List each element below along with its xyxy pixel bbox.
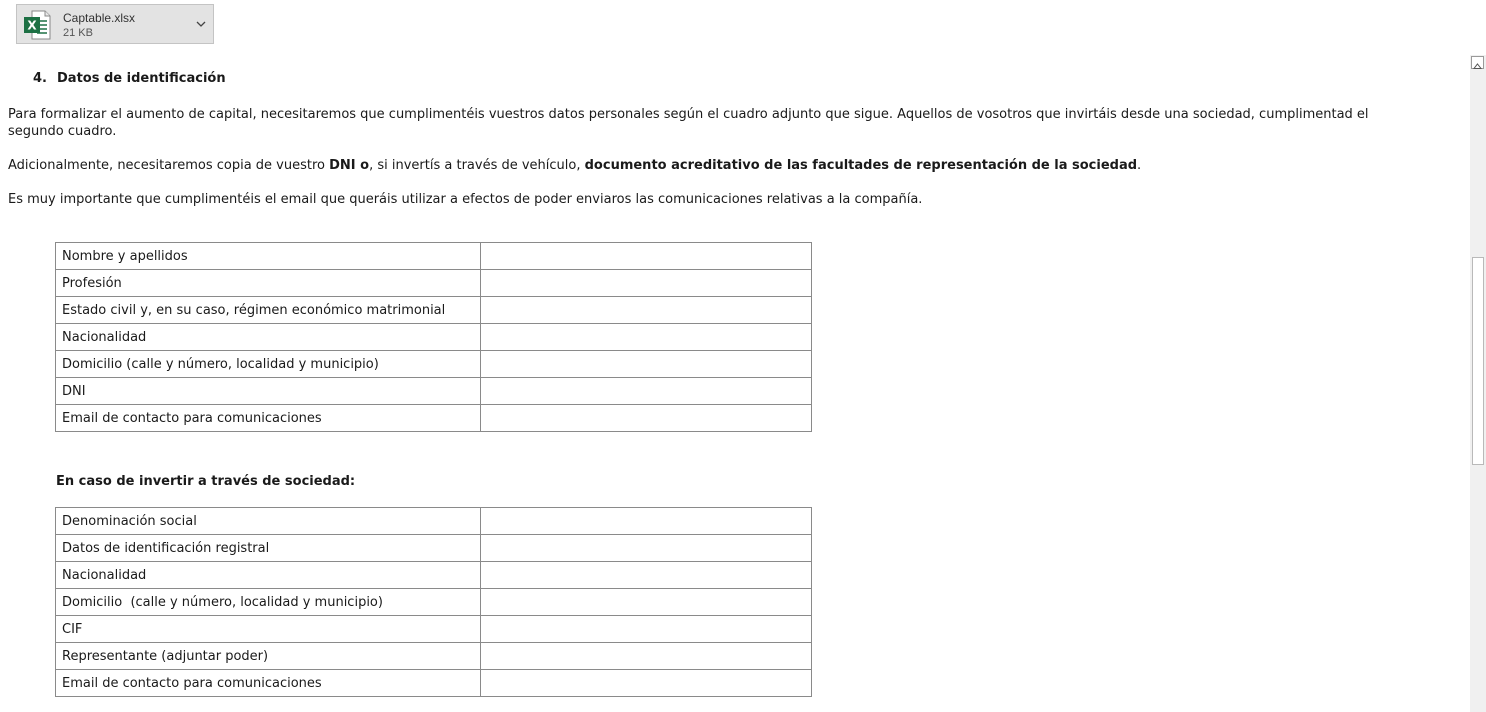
vertical-scrollbar[interactable]: [1470, 55, 1486, 712]
table-row: [56, 616, 812, 643]
section-number: 4.: [33, 71, 47, 86]
attachment-filename: Captable.xlsx: [63, 11, 136, 25]
row-label: Estado civil y, en su caso, régimen económico matrimonial: [56, 297, 481, 324]
row-value: [480, 270, 811, 297]
excel-icon-letter: X: [27, 18, 37, 33]
table-row: [56, 351, 812, 378]
scroll-thumb[interactable]: [1472, 257, 1484, 465]
row-label: Email de contacto para comunicaciones: [56, 405, 481, 432]
row-value: [480, 535, 811, 562]
row-label: DNI: [56, 378, 481, 405]
row-value: [480, 589, 811, 616]
row-label: Email de contacto para comunicaciones: [56, 670, 481, 697]
p2-bold-document: documento acreditativo de las facultades de representación de la sociedad: [584, 158, 1138, 173]
row-label: Profesión: [56, 270, 481, 297]
chevron-down-icon[interactable]: [195, 18, 207, 30]
table-row: [56, 324, 812, 351]
company-heading: En caso de invertir a través de sociedad:: [56, 474, 356, 489]
row-label: Domicilio (calle y número, localidad y municipio): [56, 589, 481, 616]
table-row: [56, 535, 812, 562]
row-label: CIF: [56, 616, 481, 643]
p2-bold-dni: DNI o: [329, 158, 370, 173]
personal-data-table: [55, 242, 812, 432]
row-label: Nacionalidad: [56, 324, 481, 351]
table-row: [56, 643, 812, 670]
excel-file-icon: [23, 10, 51, 40]
email-note-paragraph: Es muy importante que cumplimentéis el email que queráis utilizar a efectos de poder enviaros las comunicaciones relativas a la compañía.: [8, 192, 923, 207]
row-value: [480, 508, 811, 535]
row-label: Representante (adjuntar poder): [56, 643, 481, 670]
table-row: [56, 297, 812, 324]
row-value: [480, 405, 811, 432]
table-row: [56, 378, 812, 405]
table-row: [56, 243, 812, 270]
row-label: Nacionalidad: [56, 562, 481, 589]
section-title: Datos de identificación: [57, 71, 226, 86]
p2-text-c: , si invertís a través de vehículo,: [369, 158, 585, 173]
table-row: [56, 589, 812, 616]
table-row: [56, 562, 812, 589]
scroll-up-button[interactable]: [1471, 56, 1484, 69]
section-heading: [33, 71, 226, 86]
attachment-size: 21 KB: [63, 27, 93, 39]
row-label: Denominación social: [56, 508, 481, 535]
company-data-table: [55, 507, 812, 697]
row-label: Datos de identificación registral: [56, 535, 481, 562]
row-value: [480, 616, 811, 643]
row-value: [480, 562, 811, 589]
row-label: Domicilio (calle y número, localidad y municipio): [56, 351, 481, 378]
table-row: [56, 270, 812, 297]
row-value: [480, 243, 811, 270]
p2-text-a: Adicionalmente, necesitaremos copia de vuestro: [8, 158, 330, 173]
intro-paragraph: Para formalizar el aumento de capital, necesitaremos que cumplimentéis vuestros datos personales según el cuadro adjunto que sigue. Aquellos de vosotros que invirtáis desde una sociedad, cumplimentad el segundo cuadro.: [8, 107, 1369, 139]
table-row: [56, 670, 812, 697]
documents-paragraph: [8, 157, 1428, 174]
row-value: [480, 670, 811, 697]
p2-text-e: .: [1137, 158, 1142, 173]
attachment-chip[interactable]: [16, 4, 214, 44]
row-value: [480, 378, 811, 405]
triangle-up-icon: [1472, 61, 1483, 72]
table-row: [56, 508, 812, 535]
row-label: Nombre y apellidos: [56, 243, 481, 270]
row-value: [480, 324, 811, 351]
row-value: [480, 643, 811, 670]
row-value: [480, 351, 811, 378]
row-value: [480, 297, 811, 324]
table-row: [56, 405, 812, 432]
